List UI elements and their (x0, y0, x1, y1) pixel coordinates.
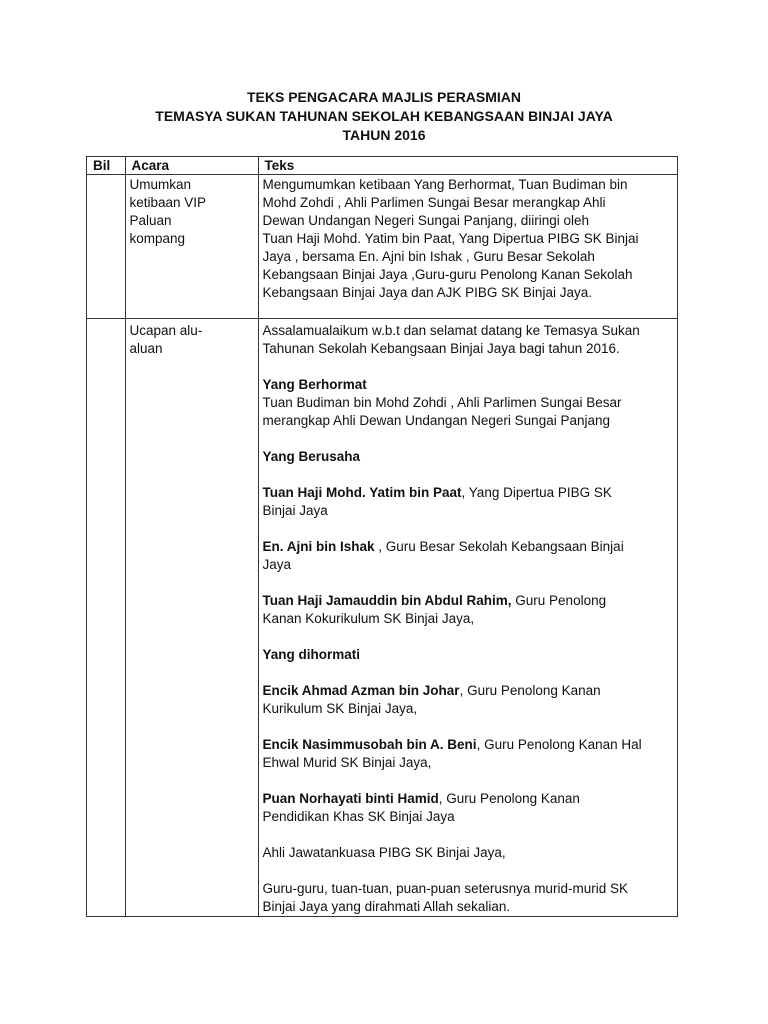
yang-berhormat-heading: Yang Berhormat (262, 377, 367, 392)
bil-cell (87, 319, 126, 917)
guest-title-cont: Kanan Kokurikulum SK Binjai Jaya, (262, 611, 475, 626)
title-line-1: TEKS PENGACARA MAJLIS PERASMIAN (246, 89, 522, 105)
guest-entry (263, 736, 673, 754)
guest-name: Puan Norhayati binti Hamid (262, 791, 439, 806)
acara-line: Paluan (129, 213, 172, 228)
acara-line: Umumkan (129, 177, 192, 192)
guest-title-cont: Kurikulum SK Binjai Jaya, (262, 701, 418, 716)
teks-line: Kebangsaan Binjai Jaya ,Guru-guru Penolong Kanan Sekolah (262, 267, 633, 282)
acara-cell (125, 175, 258, 319)
document-title-block (0, 88, 768, 145)
guest-title: , Yang Dipertua PIBG SK (461, 485, 612, 500)
title-line-2: TEMASYA SUKAN TAHUNAN SEKOLAH KEBANGSAAN BINJAI JAYA (155, 108, 613, 124)
yb-line: Tuan Budiman bin Mohd Zohdi , Ahli Parlimen Sungai Besar (262, 395, 622, 410)
acara-line: Ucapan alu- (129, 323, 203, 338)
teks-line: Mengumumkan ketibaan Yang Berhormat, Tuan Budiman bin (262, 177, 628, 192)
teks-line: Jaya , bersama En. Ajni bin Ishak , Guru Besar Sekolah (262, 249, 595, 264)
guest-title-cont: Pendidikan Khas SK Binjai Jaya (262, 809, 455, 824)
closing-line: Guru-guru, tuan-tuan, puan-puan seterusnya murid-murid SK (262, 881, 628, 896)
guest-name: Encik Nasimmusobah bin A. Beni (262, 737, 477, 752)
guest-name: Tuan Haji Mohd. Yatim bin Paat (262, 485, 462, 500)
table-row (87, 175, 678, 319)
acara-cell (125, 319, 258, 917)
yb-line: merangkap Ahli Dewan Undangan Negeri Sungai Panjang (262, 413, 611, 428)
teks-cell (258, 319, 677, 917)
guest-title: , Guru Besar Sekolah Kebangsaan Binjai (374, 539, 624, 554)
teks-cell (258, 175, 677, 319)
table-row (87, 319, 678, 917)
table-header-row (87, 157, 678, 175)
yang-dihormati-heading: Yang dihormati (262, 647, 361, 662)
acara-line: aluan (129, 341, 163, 356)
guest-entry (263, 538, 673, 556)
guest-name: En. Ajni bin Ishak (262, 539, 375, 554)
guest-name: Tuan Haji Jamauddin bin Abdul Rahim, (262, 593, 512, 608)
guest-name: Encik Ahmad Azman bin Johar (262, 683, 460, 698)
yang-berusaha-heading: Yang Berusaha (262, 449, 361, 464)
guest-title: Guru Penolong (511, 593, 607, 608)
col-header-bil: Bil (87, 157, 126, 175)
teks-line: Tuan Haji Mohd. Yatim bin Paat, Yang Dipertua PIBG SK Binjai (262, 231, 639, 246)
col-header-acara: Acara (125, 157, 258, 175)
guest-title: , Guru Penolong Kanan Hal (476, 737, 642, 752)
intro-line: Tahunan Sekolah Kebangsaan Binjai Jaya bagi tahun 2016. (262, 341, 620, 356)
title-line-3: TAHUN 2016 (342, 127, 426, 143)
ajk-line: Ahli Jawatankuasa PIBG SK Binjai Jaya, (262, 845, 506, 860)
bil-cell (87, 175, 126, 319)
col-header-teks: Teks (258, 157, 677, 175)
guest-title-cont: Jaya (262, 557, 292, 572)
acara-line: ketibaan VIP (129, 195, 207, 210)
program-table (86, 156, 678, 917)
guest-entry (263, 592, 673, 610)
guest-entry (263, 682, 673, 700)
closing-line: Binjai Jaya yang dirahmati Allah sekalian. (262, 899, 511, 914)
guest-title-cont: Ehwal Murid SK Binjai Jaya, (262, 755, 432, 770)
guest-title: , Guru Penolong Kanan (438, 791, 580, 806)
teks-line: Mohd Zohdi , Ahli Parlimen Sungai Besar merangkap Ahli (262, 195, 606, 210)
guest-title: , Guru Penolong Kanan (459, 683, 601, 698)
guest-entry (263, 484, 673, 502)
teks-line: Kebangsaan Binjai Jaya dan AJK PIBG SK Binjai Jaya. (262, 285, 592, 300)
acara-line: kompang (129, 231, 186, 246)
guest-title-cont: Binjai Jaya (262, 503, 328, 518)
teks-line: Dewan Undangan Negeri Sungai Panjang, diiringi oleh (262, 213, 589, 228)
intro-line: Assalamualaikum w.b.t dan selamat datang ke Temasya Sukan (262, 323, 640, 338)
guest-entry (263, 790, 673, 808)
